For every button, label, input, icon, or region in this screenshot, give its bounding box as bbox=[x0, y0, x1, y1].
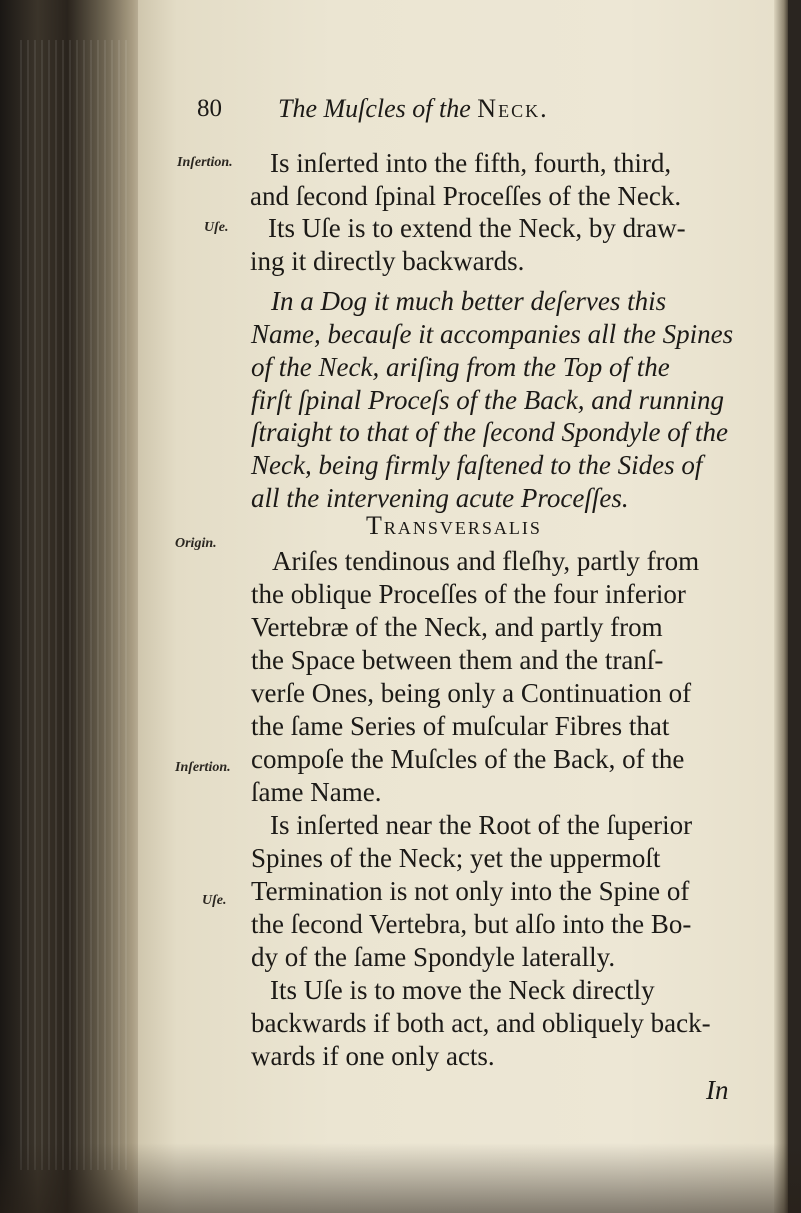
text-line: Ariſes tendinous and fleſhy, partly from bbox=[272, 546, 700, 576]
text-line: compoſe the Muſcles of the Back, of the bbox=[251, 744, 685, 774]
text-line: the Space between them and the tranſ- bbox=[251, 645, 664, 675]
margin-note-insertion: Inſertion. bbox=[177, 155, 233, 170]
text-line: and ſecond ſpinal Proceſſes of the Neck. bbox=[250, 181, 682, 211]
text-line: the ſame Series of muſcular Fibres that bbox=[251, 711, 670, 741]
text-line: Is inſerted near the Root of the ſuperior bbox=[270, 810, 693, 840]
text-line: wards if one only acts. bbox=[251, 1041, 495, 1071]
book-gutter bbox=[0, 0, 150, 1213]
catchword: In bbox=[706, 1075, 729, 1105]
text-line: the oblique Proceſſes of the four inferior bbox=[251, 579, 686, 609]
text-line: Its Uſe is to move the Neck directly bbox=[270, 975, 655, 1005]
text-line: ing it directly backwards. bbox=[250, 246, 525, 276]
text-line: Its Uſe is to extend the Neck, by draw- bbox=[268, 213, 686, 243]
text-line: of the Neck, ariſing from the Top of the bbox=[251, 352, 670, 382]
text-line: ſtraight to that of the ſecond Spondyle of the bbox=[251, 417, 728, 447]
text-line: Termination is not only into the Spine of bbox=[251, 876, 690, 906]
running-title bbox=[278, 94, 549, 124]
text-line: Name, becauſe it accompanies all the Spines bbox=[251, 319, 734, 349]
running-title-caps: Neck. bbox=[477, 94, 549, 123]
section-title: Transversalis bbox=[366, 511, 542, 540]
text-line: backwards if both act, and obliquely back- bbox=[251, 1008, 711, 1038]
running-title-italic: Muſcles of the bbox=[323, 94, 471, 123]
text-line: Neck, being firmly faſtened to the Sides of bbox=[251, 450, 703, 480]
page-number: 80 bbox=[197, 95, 222, 122]
text-line: firſt ſpinal Proceſs of the Back, and running bbox=[251, 385, 724, 415]
text-line: ſame Name. bbox=[251, 777, 382, 807]
running-title-prefix: The bbox=[278, 94, 324, 123]
text-line: Spines of the Neck; yet the uppermoſt bbox=[251, 843, 661, 873]
text-line: In a Dog it much better deſerves this bbox=[271, 286, 667, 316]
page-bottom-shadow bbox=[0, 1143, 801, 1213]
text-line: Is inſerted into the fifth, fourth, third, bbox=[270, 148, 672, 178]
text-line: all the intervening acute Proceſſes. bbox=[251, 483, 629, 513]
margin-note-insertion-2: Inſertion. bbox=[175, 760, 231, 775]
page-right-edge bbox=[774, 0, 788, 1213]
text-line: Vertebræ of the Neck, and partly from bbox=[251, 612, 663, 642]
text-line: verſe Ones, being only a Continuation of bbox=[251, 678, 692, 708]
margin-note-use-2: Uſe. bbox=[202, 893, 227, 908]
text-line: dy of the ſame Spondyle laterally. bbox=[251, 942, 616, 972]
margin-note-origin: Origin. bbox=[175, 536, 217, 551]
margin-note-use: Uſe. bbox=[204, 220, 229, 235]
gutter-page-edges bbox=[20, 40, 130, 1170]
text-line: the ſecond Vertebra, but alſo into the Bo- bbox=[251, 909, 692, 939]
